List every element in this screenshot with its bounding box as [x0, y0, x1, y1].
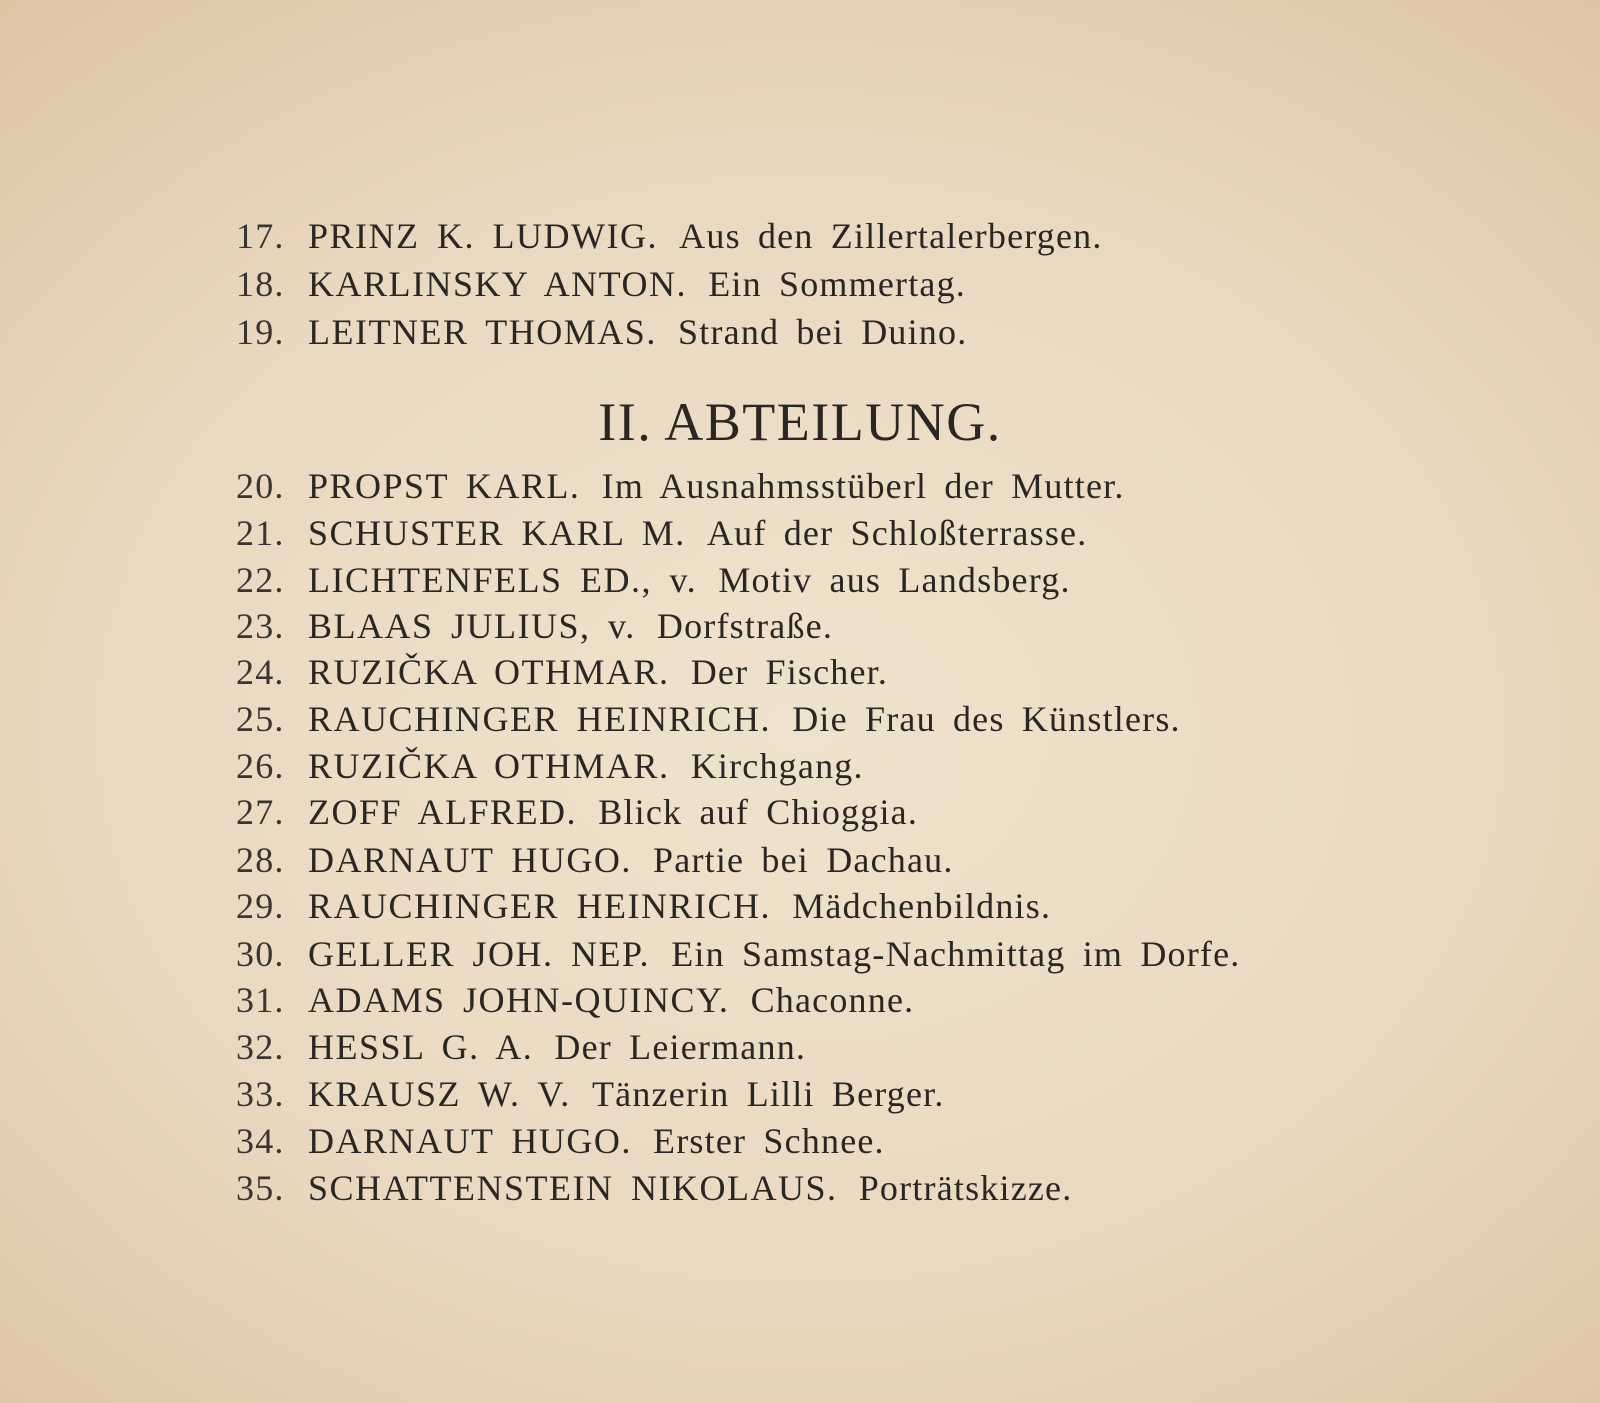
entry-number: 32. — [236, 1027, 285, 1067]
entry-title: Ein Sommertag. — [708, 264, 966, 304]
catalog-entry — [236, 886, 1051, 926]
entry-artist: RUZIČKA OTHMAR. — [308, 746, 670, 786]
catalog-entry — [236, 652, 888, 692]
entry-title: Auf der Schloßterrasse. — [706, 513, 1088, 553]
entry-number: 17. — [236, 216, 285, 256]
entry-artist: DARNAUT HUGO. — [308, 1121, 632, 1161]
entry-artist: ADAMS JOHN-QUINCY. — [308, 980, 730, 1020]
entry-title: Kirchgang. — [690, 746, 864, 786]
catalog-entry — [236, 216, 1103, 256]
entry-artist: GELLER JOH. NEP. — [308, 934, 650, 974]
entry-artist: HESSL G. A. — [308, 1027, 534, 1067]
entry-number: 23. — [236, 606, 285, 646]
catalog-entry — [236, 980, 914, 1020]
entry-title: Der Leiermann. — [554, 1027, 807, 1067]
entry-title: Porträtskizze. — [858, 1168, 1073, 1208]
entry-number: 20. — [236, 466, 285, 506]
catalog-entry — [236, 264, 966, 304]
entry-artist: SCHUSTER KARL M. — [308, 513, 686, 553]
entry-artist: RUZIČKA OTHMAR. — [308, 652, 670, 692]
catalog-entry — [236, 560, 1071, 600]
catalog-entry — [236, 513, 1087, 553]
entry-artist: BLAAS JULIUS, v. — [308, 606, 636, 646]
entry-title: Erster Schnee. — [653, 1121, 885, 1161]
entry-title: Chaconne. — [750, 980, 915, 1020]
entry-artist: DARNAUT HUGO. — [308, 840, 632, 880]
entry-title: Mädchenbildnis. — [792, 886, 1052, 926]
entry-title: Die Frau des Künstlers. — [792, 699, 1181, 739]
catalog-entry — [236, 934, 1240, 974]
entry-number: 35. — [236, 1168, 285, 1208]
entry-number: 28. — [236, 840, 285, 880]
catalog-entry — [236, 840, 954, 880]
entry-artist: SCHATTENSTEIN NIKOLAUS. — [308, 1168, 838, 1208]
catalog-entry — [236, 1121, 885, 1161]
entry-number: 30. — [236, 934, 285, 974]
entry-artist: KRAUSZ W. V. — [308, 1074, 571, 1114]
catalog-entry — [236, 792, 918, 832]
section-heading: II. ABTEILUNG. — [598, 392, 1002, 452]
entry-number: 27. — [236, 792, 285, 832]
entry-title: Ein Samstag-Nachmittag im Dorfe. — [671, 934, 1241, 974]
entry-number: 24. — [236, 652, 285, 692]
entry-number: 26. — [236, 746, 285, 786]
catalog-entry — [236, 1168, 1072, 1208]
entry-title: Strand bei Duino. — [678, 312, 968, 352]
entry-title: Blick auf Chioggia. — [598, 792, 919, 832]
entry-number: 22. — [236, 560, 285, 600]
entry-number: 21. — [236, 513, 285, 553]
entry-number: 31. — [236, 980, 285, 1020]
catalog-entry — [236, 466, 1125, 506]
entry-title: Tänzerin Lilli Berger. — [591, 1074, 945, 1114]
entry-title: Motiv aus Landsberg. — [718, 560, 1071, 600]
entry-number: 25. — [236, 699, 285, 739]
entry-number: 33. — [236, 1074, 285, 1114]
catalog-entry — [236, 312, 967, 352]
entry-artist: RAUCHINGER HEINRICH. — [308, 699, 771, 739]
entry-number: 29. — [236, 886, 285, 926]
entry-artist: PROPST KARL. — [308, 466, 581, 506]
catalog-entry — [236, 1074, 945, 1114]
entry-number: 34. — [236, 1121, 285, 1161]
entry-number: 18. — [236, 264, 285, 304]
entry-title: Im Ausnahmsstüberl der Mutter. — [601, 466, 1125, 506]
entry-artist: KARLINSKY ANTON. — [308, 264, 688, 304]
entry-title: Der Fischer. — [690, 652, 889, 692]
entry-artist: LICHTENFELS ED., v. — [308, 560, 698, 600]
entry-title: Partie bei Dachau. — [653, 840, 954, 880]
entry-artist: RAUCHINGER HEINRICH. — [308, 886, 771, 926]
entry-title: Aus den Zillertalerbergen. — [679, 216, 1103, 256]
entry-title: Dorfstraße. — [656, 606, 834, 646]
catalog-entry — [236, 699, 1181, 739]
entry-artist: PRINZ K. LUDWIG. — [308, 216, 658, 256]
catalog-entry — [236, 746, 864, 786]
catalog-entry — [236, 606, 833, 646]
entry-artist: ZOFF ALFRED. — [308, 792, 578, 832]
entry-artist: LEITNER THOMAS. — [308, 312, 657, 352]
entry-number: 19. — [236, 312, 285, 352]
catalog-entry — [236, 1027, 806, 1067]
